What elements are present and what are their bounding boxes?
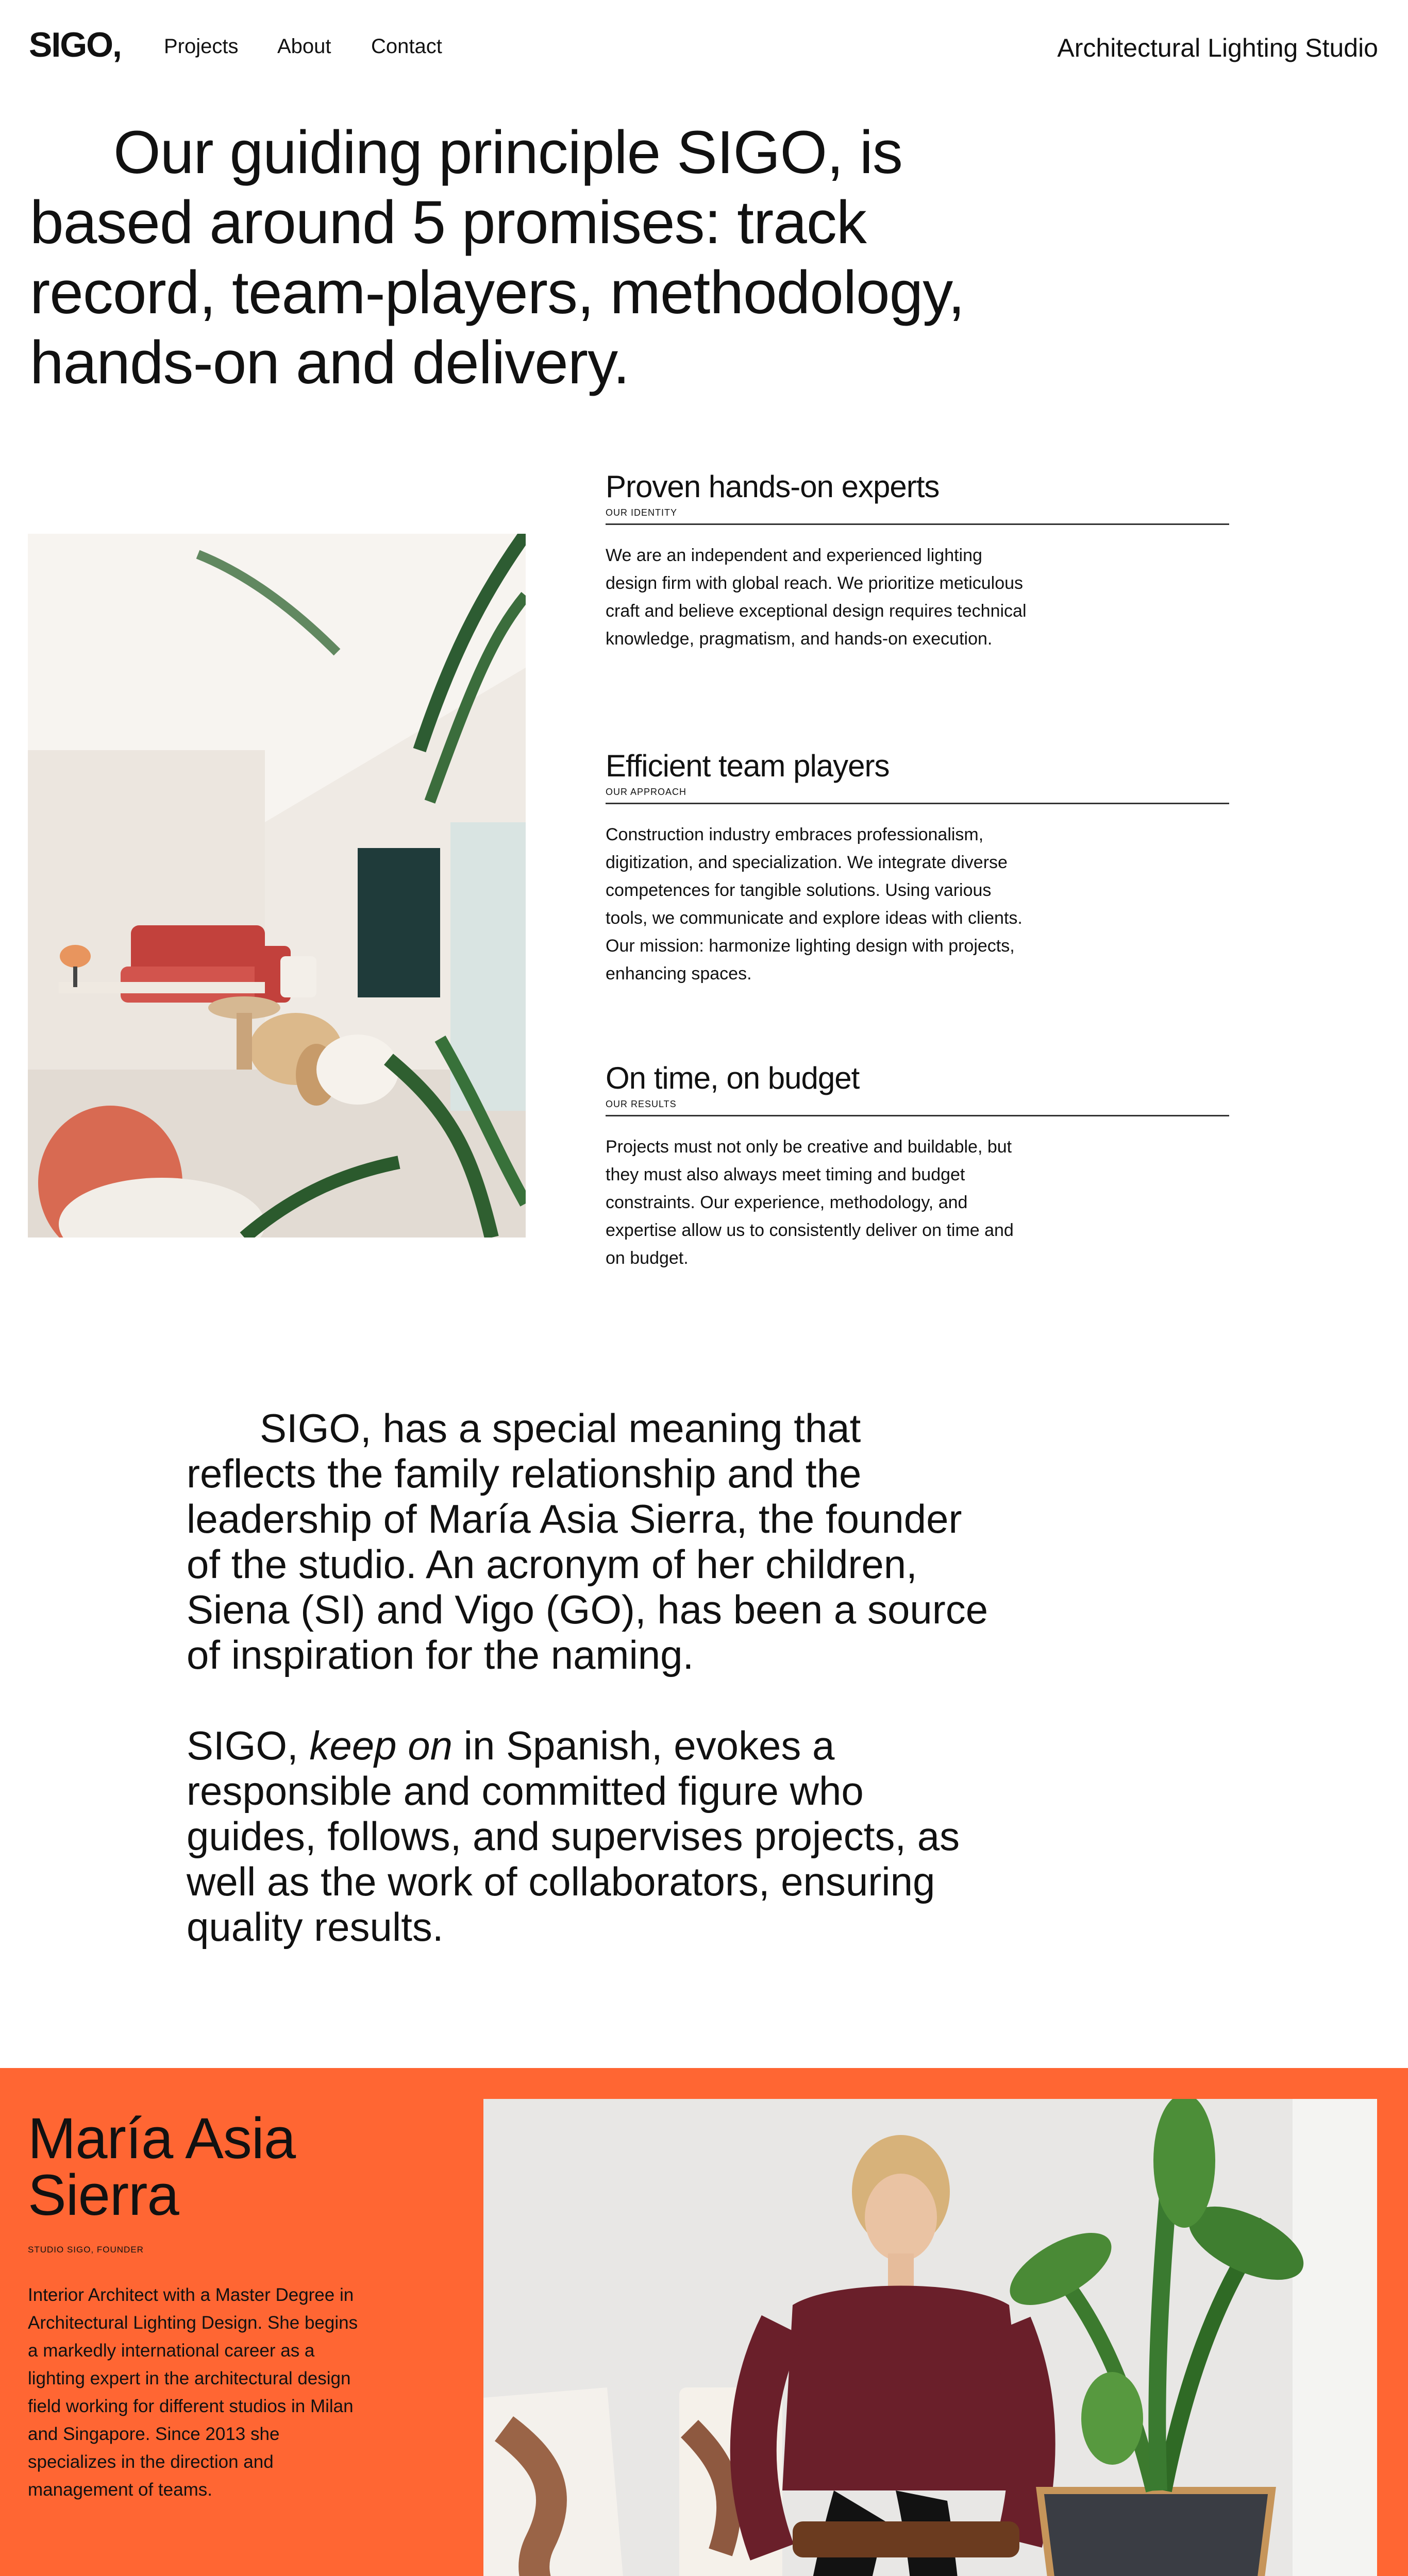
principle-on-time: [606, 1060, 1229, 1272]
meaning-rest: in Spanish, evokes a responsible and committed figure who guides, follows, and supervises projects, as well as the work of collaborators, ensuring quality results.: [187, 1723, 960, 1950]
interior-photo: [28, 534, 526, 1238]
nav-projects[interactable]: Projects: [164, 35, 239, 58]
founder-photo: [483, 2099, 1377, 2576]
name-meaning: [187, 1405, 1001, 1950]
principle-body: Construction industry embraces professionalism, digitization, and specialization. We integrate diverse competences for tangible solutions. Using various tools, we communicate and explore ideas with clients. Our mission: harmonize lighting design with projects, enhancing spaces.: [606, 825, 1023, 984]
divider: [606, 1115, 1229, 1116]
principle-title: Proven hands-on experts: [606, 469, 940, 504]
header-logo[interactable]: SIGO,: [29, 25, 121, 64]
hero-statement: Our guiding principle SIGO, is based around 5 promises: track record, team-players, methodology, hands-on and delivery.: [30, 118, 965, 397]
nav-about[interactable]: About: [277, 35, 331, 58]
interior-illustration: [28, 534, 526, 1238]
founder-bio: Interior Architect with a Master Degree in Architectural Lighting Design. She begins a markedly international career as a lighting expert in the architectural design field working for different studios in Milan and Singapore. Since 2013 she specializes in the direction and management of teams.: [28, 2285, 358, 2500]
meaning-lead: SIGO,: [187, 1723, 298, 1768]
principle-title: On time, on budget: [606, 1061, 860, 1095]
principle-eyebrow: OUR APPROACH: [606, 787, 687, 797]
principle-team-players: [606, 748, 1229, 988]
divider: [606, 523, 1229, 525]
founder-name: María Asia Sierra: [28, 2106, 296, 2227]
founder-illustration: [483, 2099, 1377, 2576]
meaning-emphasis: keep on: [309, 1723, 452, 1768]
divider: [606, 803, 1229, 804]
principle-body: Projects must not only be creative and buildable, but they must also always meet timing and budget constraints. Our experience, methodology, and expertise allow us to consistently deliver on time and on budget.: [606, 1137, 1014, 1268]
meaning-paragraph-2: [187, 1723, 960, 1950]
header-tagline: Architectural Lighting Studio: [1057, 33, 1378, 62]
principle-eyebrow: OUR RESULTS: [606, 1099, 677, 1109]
meaning-paragraph-1: SIGO, has a special meaning that reflects the family relationship and the leadership of María Asia Sierra, the founder of the studio. An acronym of her children, Siena (SI) and Vigo (GO), has been a source of inspiration for the naming.: [187, 1405, 988, 1677]
principle-hands-on: [606, 469, 1229, 653]
principle-body: We are an independent and experienced lighting design firm with global reach. We prioritize meticulous craft and believe exceptional design requires technical knowledge, pragmatism, and hands-on execution.: [606, 546, 1027, 649]
principle-title: Efficient team players: [606, 749, 890, 783]
nav-contact[interactable]: Contact: [371, 35, 442, 58]
founder-role: STUDIO SIGO, FOUNDER: [28, 2245, 144, 2255]
principle-eyebrow: OUR IDENTITY: [606, 507, 678, 518]
